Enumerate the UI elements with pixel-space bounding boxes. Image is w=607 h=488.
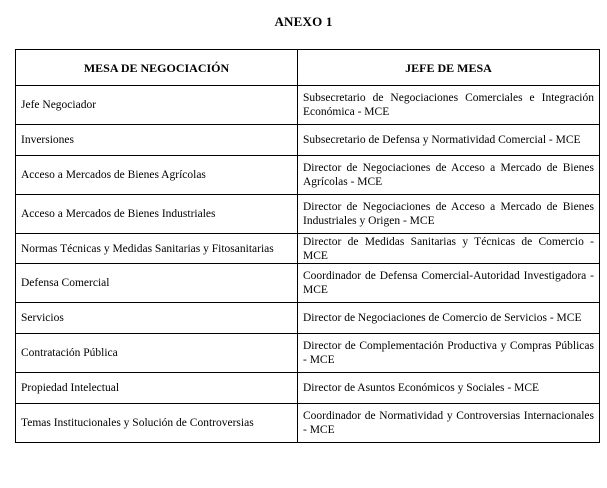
mesa-cell: Contratación Pública (16, 334, 298, 373)
jefe-cell: Subsecretario de Defensa y Normatividad Comercial - MCE (298, 125, 600, 156)
mesa-cell: Inversiones (16, 125, 298, 156)
table-row (16, 334, 600, 373)
table-header-row (16, 50, 600, 86)
negotiation-table (15, 49, 600, 443)
jefe-cell: Director de Complementación Productiva y Compras Públicas - MCE (298, 334, 600, 373)
jefe-cell: Director de Medidas Sanitarias y Técnicas de Comercio - MCE (298, 234, 600, 264)
mesa-cell: Acceso a Mercados de Bienes Agrícolas (16, 156, 298, 195)
table-row (16, 373, 600, 404)
column-header-mesa: MESA DE NEGOCIACIÓN (16, 50, 298, 86)
mesa-cell: Acceso a Mercados de Bienes Industriales (16, 195, 298, 234)
jefe-cell: Director de Asuntos Económicos y Sociales - MCE (298, 373, 600, 404)
jefe-cell: Coordinador de Normatividad y Controversias Internacionales - MCE (298, 404, 600, 443)
mesa-cell: Normas Técnicas y Medidas Sanitarias y Fitosanitarias (16, 234, 298, 264)
mesa-cell: Temas Institucionales y Solución de Controversias (16, 404, 298, 443)
jefe-cell: Subsecretario de Negociaciones Comerciales e Integración Económica - MCE (298, 86, 600, 125)
column-header-jefe: JEFE DE MESA (298, 50, 600, 86)
table-row (16, 195, 600, 234)
document-title: ANEXO 1 (274, 14, 333, 29)
jefe-cell: Director de Negociaciones de Acceso a Mercado de Bienes Agrícolas - MCE (298, 156, 600, 195)
table-row (16, 125, 600, 156)
table-row (16, 303, 600, 334)
mesa-cell: Defensa Comercial (16, 264, 298, 303)
mesa-cell: Jefe Negociador (16, 86, 298, 125)
table-row (16, 86, 600, 125)
table-row (16, 404, 600, 443)
jefe-cell: Director de Negociaciones de Comercio de Servicios - MCE (298, 303, 600, 334)
table-row (16, 156, 600, 195)
mesa-cell: Servicios (16, 303, 298, 334)
mesa-cell: Propiedad Intelectual (16, 373, 298, 404)
jefe-cell: Director de Negociaciones de Acceso a Mercado de Bienes Industriales y Origen - MCE (298, 195, 600, 234)
table-row (16, 264, 600, 303)
table-row (16, 234, 600, 264)
jefe-cell: Coordinador de Defensa Comercial-Autoridad Investigadora - MCE (298, 264, 600, 303)
